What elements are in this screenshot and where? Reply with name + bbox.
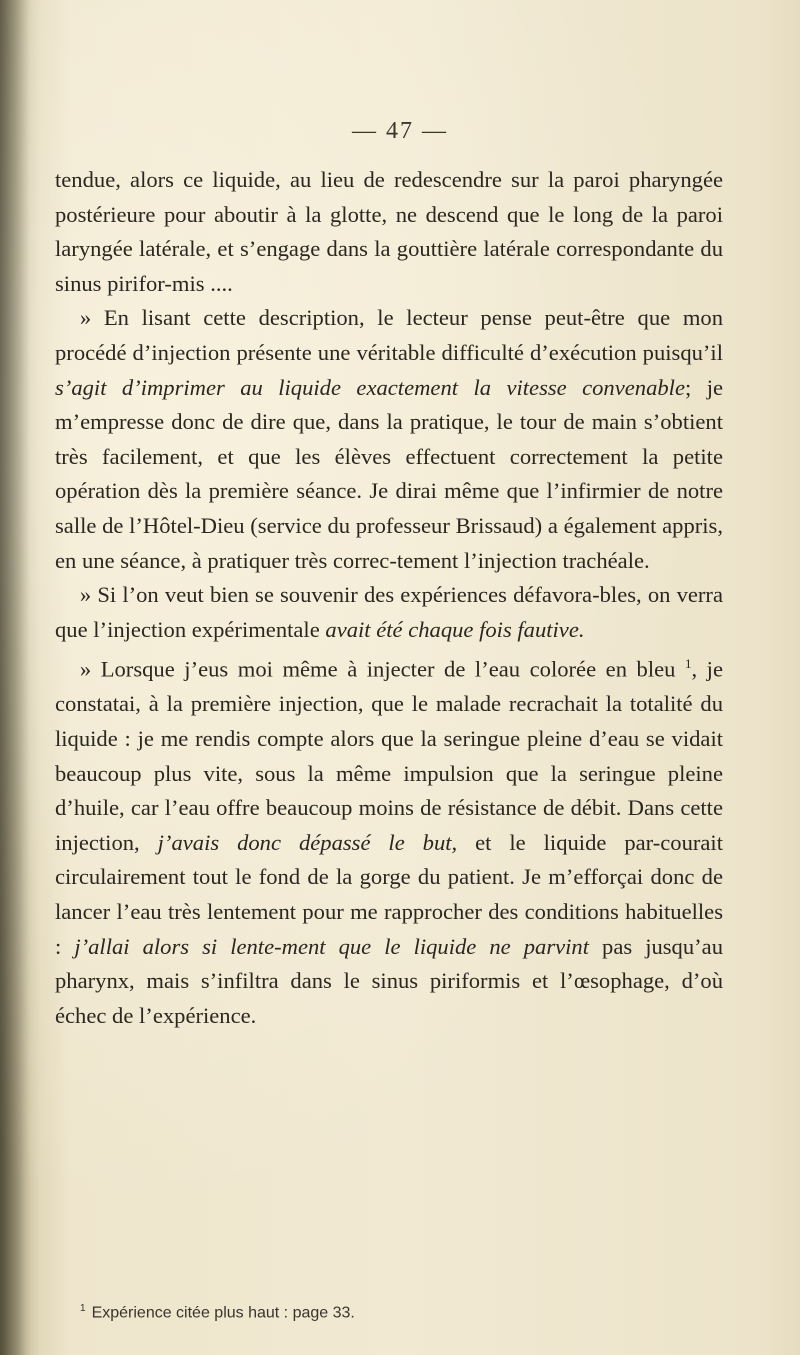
italic-text: avait été chaque fois fautive. — [325, 616, 585, 642]
binding-shadow — [0, 0, 30, 1355]
text-run: , je constatai, à la première injection, que le malade recrachait la totalité du liquide : je me rendis compte alors que la seringue pleine d’eau se vidait beaucoup plus vite, sous la même impulsion que la seringue pleine d’huile, car l’eau offre beaucoup moins de résistance de débit. Dans cette injection, — [55, 656, 723, 855]
footnote-text: Expérience citée plus haut : page 33. — [91, 1304, 355, 1322]
paragraph — [55, 647, 723, 1033]
text-run: tendue, alors ce liquide, au lieu de redescendre sur la paroi pharyngée postérieure pour aboutir à la glotte, ne descend que le long de la paroi laryngée latérale, et s’engage dans la gouttière latérale correspondante du sinus pirifor-mis .... — [55, 167, 723, 296]
italic-text: j’avais donc dépassé le but, — [157, 829, 458, 855]
page-number: — 47 — — [352, 118, 448, 144]
text-run: ; je m’empresse donc de dire que, dans la pratique, le tour de main s’obtient très facilement, et que les élèves effectuent correctement la petite opération dès la première séance. Je dirai même que l’infirmier de notre salle de l’Hôtel-Dieu (service du professeur Brissaud) a également appris, en une séance, à pratiquer très correc-tement l’injection trachéale. — [55, 374, 724, 573]
text-run: et le liquide par-courait circulairement tout le fond de la gorge du patient. Je m’efforçai donc de lancer l’eau très lentement pour me rapprocher des conditions habituelles : — [55, 829, 723, 959]
footnote-marker: 1 — [80, 1303, 86, 1314]
text-run: » Lorsque j’eus moi même à injecter de l’eau colorée en bleu — [79, 656, 685, 682]
footnote-reference: 1 — [684, 656, 692, 672]
text-run: pas jusqu’au pharynx, mais s’infiltra dans le sinus piriformis et l’œsophage, d’où échec de l’expérience. — [55, 933, 723, 1028]
footnote — [80, 1303, 720, 1322]
paragraph — [55, 301, 723, 578]
italic-text: s’agit d’imprimer au liquide exactement la vitesse convenable — [55, 374, 685, 400]
italic-text: j’allai alors si lente-ment que le liquide ne parvint — [74, 933, 589, 959]
text-run: » En lisant cette description, le lecteur pense peut-être que mon procédé d’injection présente une véritable difficulté d’exécution puisqu’il — [55, 305, 723, 365]
paragraph — [55, 163, 723, 301]
body-text — [55, 163, 723, 1033]
paragraph — [55, 578, 723, 647]
text-run: » Si l’on veut bien se souvenir des expériences défavora-bles, on verra que l’injection expérimentale — [55, 582, 723, 642]
